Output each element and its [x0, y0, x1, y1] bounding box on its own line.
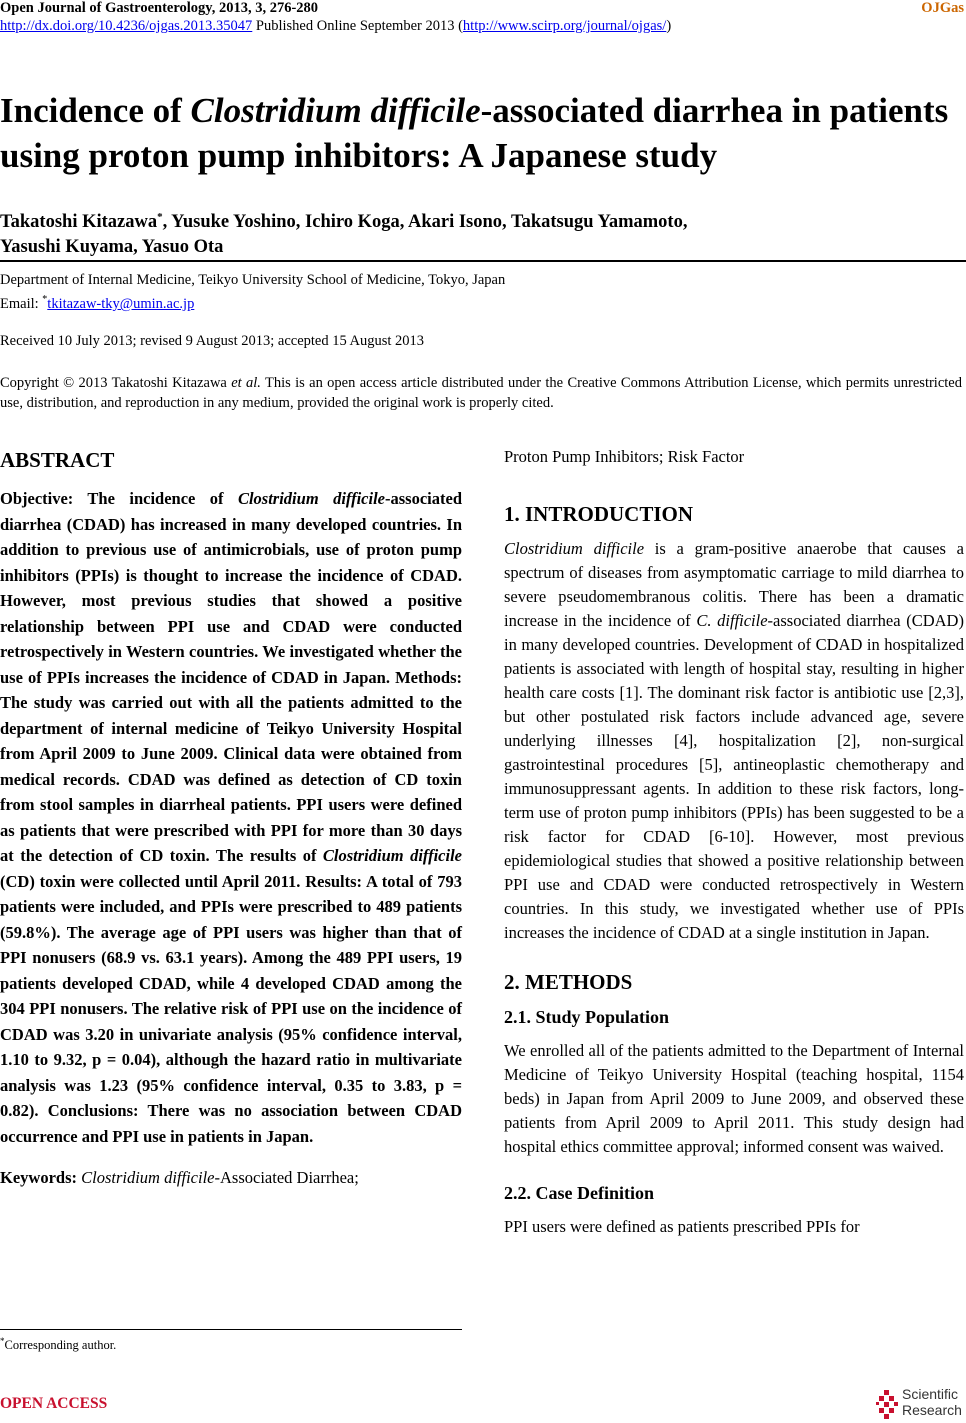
footnote-divider — [0, 1329, 462, 1330]
keywords-label: Keywords: — [0, 1168, 82, 1187]
email-mark: * — [42, 294, 48, 305]
abstract-body — [0, 486, 462, 1149]
affiliation: Department of Internal Medicine, Teikyo University School of Medicine, Tokyo, Japan — [0, 272, 506, 288]
open-access-label: OPEN ACCESS — [0, 1395, 108, 1412]
title-text: Incidence of — [0, 91, 191, 130]
journal-link[interactable]: http://www.scirp.org/journal/ojgas/ — [462, 18, 667, 34]
footnote-text: Corresponding author. — [4, 1338, 117, 1353]
email-link[interactable]: tkitazaw-tky@umin.ac.jp — [47, 295, 195, 312]
author-list — [0, 205, 687, 260]
right-column — [504, 445, 964, 1239]
corresponding-mark: * — [157, 211, 163, 223]
footnote-mark: * — [0, 1336, 5, 1346]
copyright-text-2: This is an open access article distributed under the Creative Commons Attribution License, which permits unrestricted use, distribution, and reproduction in any medium, provided the original work is properly cited. — [0, 375, 962, 411]
scientific-research-logo — [876, 1386, 964, 1422]
abstract-text-2: -associated diarrhea (CDAD) has increased in many developed countries. In addition to previous use of antimicrobials, use of proton pump inhibitors (PPIs) is thought to increase the incidence of CDAD. However, most previous studies that showed a positive relationship between PPI use and CDAD were conducted retrospectively in Western countries. We investigated whether the use of PPIs increases the incidence of CDAD in Japan. Methods: The study was carried out with all the patients admitted to the department of internal medicine of Teikyo University Hospital from April 2009 to June 2009. Clinical data were obtained from medical records. CDAD was defined as detection of CD toxin from stool samples in diarrheal patients. PPI users were defined as patients that were prescribed with PPI for more than 30 days at the detection of CD toxin. The results of — [0, 489, 462, 865]
author-first: Takatoshi Kitazawa — [0, 212, 158, 233]
header-divider — [0, 260, 966, 262]
email-label: Email: — [0, 295, 43, 312]
logo-line-2: Research — [902, 1402, 962, 1418]
methods-heading: 2. METHODS — [504, 970, 633, 994]
intro-italic: Clostridium difficile — [504, 539, 645, 558]
email-line — [0, 290, 962, 314]
footnote — [0, 1336, 116, 1353]
journal-code: OJGas — [921, 0, 964, 16]
copyright-text: Copyright © 2013 Takatoshi Kitazawa — [0, 375, 232, 391]
keywords-line — [0, 1166, 462, 1190]
copyright-notice — [0, 373, 962, 413]
abstract-text: Objective: The incidence of — [0, 489, 238, 508]
intro-italic-2: C. difficile — [696, 611, 768, 630]
author-line-2: Yasushi Kuyama, Yasuo Ota — [0, 237, 224, 258]
intro-text-2: -associated diarrhea (CDAD) in many developed countries. Development of CDAD in hospitalized patients is associated with length of hospital stay, resulting in higher health care costs [1]. The dominant risk factor is antibiotic use [2,3], but other postulated risk factors include advanced age, severe underlying illnesses [4], hospitalization [2], non-surgical gastrointestinal procedures [5], antineoplastic chemotherapy and immunosuppressant agents. In addition to these risk factors, long-term use of proton pump inhibitors (PPIs) has been suggested to be a risk factor for CDAD [6-10]. However, most previous epidemiological studies that showed a positive relationship between PPI use and CDAD were conducted retrospectively in Western countries. In this study, we investigated whether use of PPIs increases the incidence of CDAD at a single institution in Japan. — [504, 611, 964, 942]
case-definition-paragraph: PPI users were defined as patients prescribed PPIs for — [504, 1217, 860, 1236]
study-population-paragraph: We enrolled all of the patients admitted to the Department of Internal Medicine of Teikyo University Hospital (teaching hospital, 1154 beds) in Japan from April 2009 to June 2009, and observed these patients from April 2009 to April 2011. This study design had hospital ethics committee approval; informed consent was waived. — [504, 1041, 964, 1156]
keyword-italic: Clostridium difficile — [81, 1168, 215, 1187]
abstract-italic: Clostridium difficile — [237, 489, 385, 508]
journal-citation: Open Journal of Gastroenterology, 2013, 3, 276-280 — [0, 0, 319, 16]
study-population-heading: 2.1. Study Population — [504, 1007, 670, 1027]
logo-text — [902, 1386, 962, 1418]
abstract-text-3: (CD) toxin were collected until April 2011. Results: A total of 793 patients were included, and PPIs were prescribed to 489 patients (59.8%). The average age of PPI users was higher than that of PPI nonusers (68.9 vs. 63.1 years). Among the 489 PPI users, 19 patients developed CDAD, while 4 developed CDAD among the 304 PPI nonusers. The relative risk of PPI use on the incidence of CDAD was 3.20 in univariate analysis (95% confidence interval, 1.10 to 9.32, p = 0.04), although the hazard ratio in multivariate analysis was 1.23 (95% confidence interval, 0.35 to 3.83, p = 0.82). Conclusions: There was no association between CDAD occurrence and PPI use in patients in Japan. — [0, 871, 462, 1146]
title-italic: Clostridium difficile — [190, 91, 481, 130]
keyword-text: -Associated Diarrhea; — [214, 1168, 359, 1187]
publisher-logo-icon — [876, 1388, 900, 1420]
abstract-heading: ABSTRACT — [0, 448, 115, 472]
doi-link[interactable]: http://dx.doi.org/10.4236/ojgas.2013.35047 — [0, 18, 253, 34]
keywords-continued: Proton Pump Inhibitors; Risk Factor — [504, 447, 745, 466]
copyright-etal: et al. — [231, 375, 261, 391]
published-text: Published Online September 2013 ( — [252, 18, 463, 34]
intro-heading: 1. INTRODUCTION — [504, 502, 694, 526]
abstract-italic-2: Clostridium difficile — [322, 846, 462, 865]
close-paren: ) — [666, 18, 672, 34]
article-title — [0, 88, 966, 178]
case-definition-heading: 2.2. Case Definition — [504, 1183, 654, 1203]
doi-line — [0, 18, 671, 35]
logo-line-1: Scientific — [902, 1386, 959, 1402]
intro-text: is a gram-positive anaerobe that causes a spectrum of diseases from asymptomatic carriage to mild diarrhea to severe pseudomembranous colitis. There has been a dramatic increase in the incidence of — [504, 539, 964, 630]
received-dates: Received 10 July 2013; revised 9 August 2013; accepted 15 August 2013 — [0, 333, 425, 349]
left-column — [0, 445, 462, 1190]
intro-paragraph — [504, 537, 964, 945]
author-rest: , Yusuke Yoshino, Ichiro Koga, Akari Isono, Takatsugu Yamamoto, — [162, 212, 688, 233]
title-text-2: -associated diarrhea in patients using proton pump inhibitors: A Japanese study — [0, 91, 949, 175]
